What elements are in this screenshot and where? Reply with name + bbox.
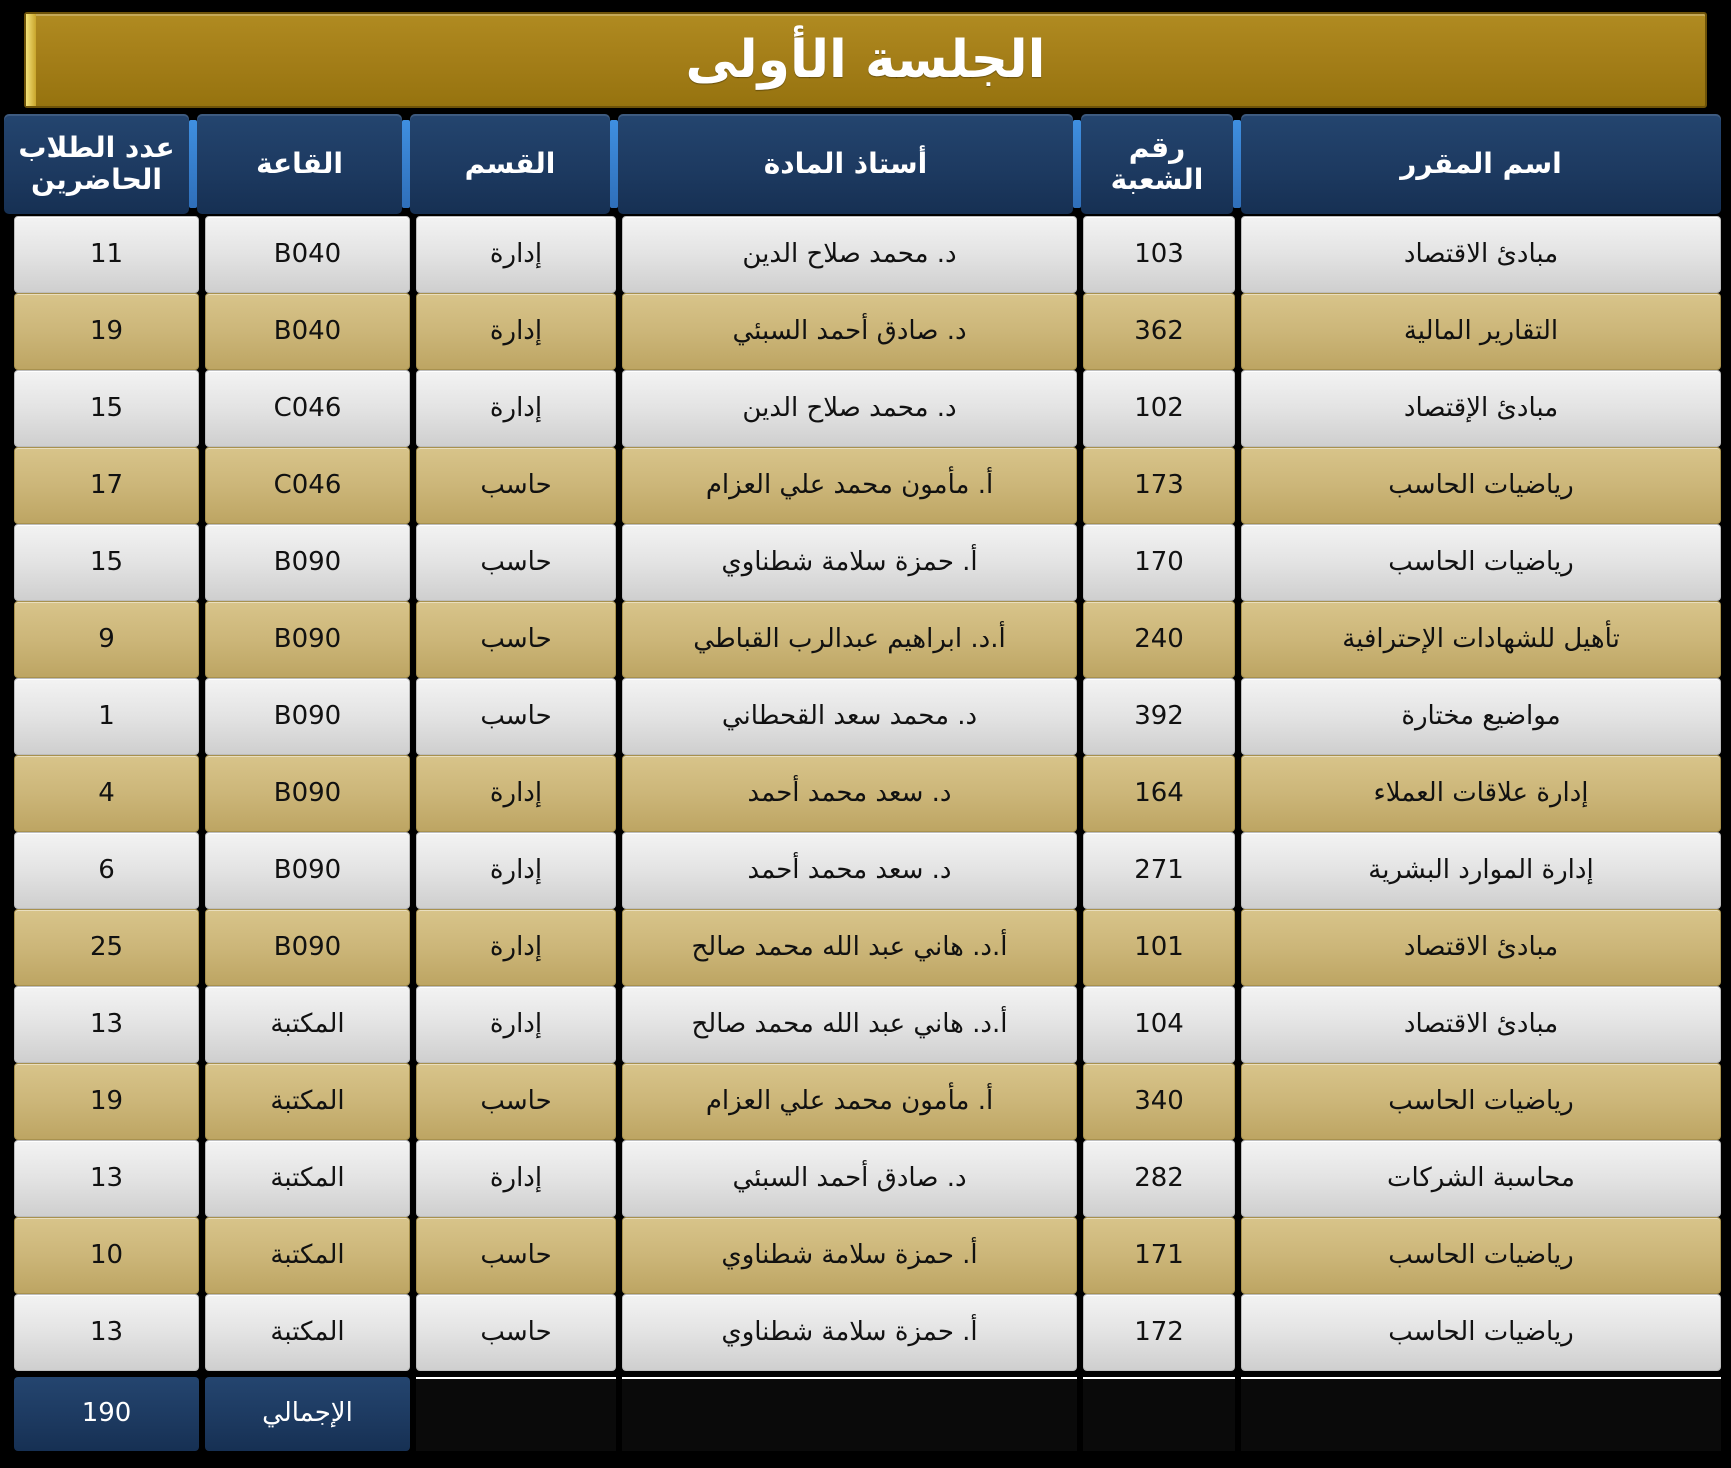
- cell-section: 271: [1083, 832, 1235, 909]
- cell-dept: حاسب: [416, 524, 616, 601]
- table-row: [10, 755, 1721, 832]
- cell-dept: إدارة: [416, 293, 616, 370]
- cell-teacher: د. سعد محمد أحمد: [622, 755, 1077, 832]
- cell-hall: المكتبة: [205, 1217, 410, 1294]
- total-value: 190: [14, 1377, 199, 1451]
- cell-dept: إدارة: [416, 909, 616, 986]
- cell-course: مبادئ الاقتصاد: [1241, 909, 1721, 986]
- table-row: [10, 909, 1721, 986]
- cell-count: 15: [14, 370, 199, 447]
- cell-teacher: أ. حمزة سلامة شطناوي: [622, 524, 1077, 601]
- cell-dept: حاسب: [416, 1063, 616, 1140]
- cell-count: 17: [14, 447, 199, 524]
- cell-dept: إدارة: [416, 370, 616, 447]
- table-body: [10, 216, 1721, 1371]
- column-header-teacher: أستاذ المادة: [618, 114, 1073, 214]
- cell-dept: حاسب: [416, 447, 616, 524]
- cell-dept: إدارة: [416, 832, 616, 909]
- table-row: [10, 370, 1721, 447]
- table-row: [10, 524, 1721, 601]
- cell-course: تأهيل للشهادات الإحترافية: [1241, 601, 1721, 678]
- cell-teacher: أ.د. هاني عبد الله محمد صالح: [622, 909, 1077, 986]
- cell-course: إدارة الموارد البشرية: [1241, 832, 1721, 909]
- table-row: [10, 1294, 1721, 1371]
- cell-course: محاسبة الشركات: [1241, 1140, 1721, 1217]
- cell-dept: إدارة: [416, 755, 616, 832]
- cell-hall: B090: [205, 678, 410, 755]
- cell-teacher: د. صادق أحمد السبئي: [622, 293, 1077, 370]
- cell-count: 13: [14, 986, 199, 1063]
- cell-hall: B090: [205, 909, 410, 986]
- cell-section: 171: [1083, 1217, 1235, 1294]
- cell-course: مبادئ الاقتصاد: [1241, 216, 1721, 293]
- cell-teacher: د. محمد سعد القحطاني: [622, 678, 1077, 755]
- total-spacer-teacher: [622, 1377, 1077, 1451]
- column-header-section: رقم الشعبة: [1081, 114, 1233, 214]
- cell-count: 13: [14, 1294, 199, 1371]
- cell-teacher: د. محمد صلاح الدين: [622, 216, 1077, 293]
- cell-dept: حاسب: [416, 1217, 616, 1294]
- cell-section: 172: [1083, 1294, 1235, 1371]
- total-spacer-section: [1083, 1377, 1235, 1451]
- cell-course: رياضيات الحاسب: [1241, 1063, 1721, 1140]
- cell-dept: حاسب: [416, 678, 616, 755]
- cell-teacher: أ.د. ابراهيم عبدالرب القباطي: [622, 601, 1077, 678]
- table-row: [10, 447, 1721, 524]
- cell-course: رياضيات الحاسب: [1241, 1294, 1721, 1371]
- cell-section: 164: [1083, 755, 1235, 832]
- cell-hall: B090: [205, 755, 410, 832]
- cell-count: 1: [14, 678, 199, 755]
- cell-course: رياضيات الحاسب: [1241, 1217, 1721, 1294]
- cell-count: 4: [14, 755, 199, 832]
- cell-teacher: د. سعد محمد أحمد: [622, 832, 1077, 909]
- cell-teacher: أ. حمزة سلامة شطناوي: [622, 1294, 1077, 1371]
- total-label: الإجمالي: [205, 1377, 410, 1451]
- cell-teacher: أ. مأمون محمد علي العزام: [622, 1063, 1077, 1140]
- cell-count: 19: [14, 293, 199, 370]
- cell-teacher: أ. مأمون محمد علي العزام: [622, 447, 1077, 524]
- cell-section: 340: [1083, 1063, 1235, 1140]
- cell-teacher: أ.د. هاني عبد الله محمد صالح: [622, 986, 1077, 1063]
- cell-section: 103: [1083, 216, 1235, 293]
- column-header-count: عدد الطلاب الحاضرين: [4, 114, 189, 214]
- cell-teacher: أ. حمزة سلامة شطناوي: [622, 1217, 1077, 1294]
- cell-dept: إدارة: [416, 1140, 616, 1217]
- cell-teacher: د. صادق أحمد السبئي: [622, 1140, 1077, 1217]
- table-row: [10, 832, 1721, 909]
- cell-count: 9: [14, 601, 199, 678]
- page-title: الجلسة الأولى: [685, 30, 1046, 90]
- column-header-course: اسم المقرر: [1241, 114, 1721, 214]
- cell-section: 173: [1083, 447, 1235, 524]
- cell-hall: المكتبة: [205, 986, 410, 1063]
- cell-hall: B040: [205, 216, 410, 293]
- cell-dept: حاسب: [416, 601, 616, 678]
- cell-section: 240: [1083, 601, 1235, 678]
- total-spacer-course: [1241, 1377, 1721, 1451]
- cell-teacher: د. محمد صلاح الدين: [622, 370, 1077, 447]
- cell-course: رياضيات الحاسب: [1241, 524, 1721, 601]
- cell-course: مبادئ الاقتصاد: [1241, 986, 1721, 1063]
- table-header-row: [10, 114, 1721, 214]
- table-row: [10, 1063, 1721, 1140]
- table-row: [10, 678, 1721, 755]
- cell-count: 11: [14, 216, 199, 293]
- cell-hall: C046: [205, 447, 410, 524]
- cell-section: 104: [1083, 986, 1235, 1063]
- cell-section: 282: [1083, 1140, 1235, 1217]
- cell-dept: إدارة: [416, 216, 616, 293]
- cell-section: 362: [1083, 293, 1235, 370]
- column-header-dept: القسم: [410, 114, 610, 214]
- cell-count: 19: [14, 1063, 199, 1140]
- cell-hall: المكتبة: [205, 1140, 410, 1217]
- cell-count: 6: [14, 832, 199, 909]
- cell-hall: المكتبة: [205, 1294, 410, 1371]
- cell-section: 101: [1083, 909, 1235, 986]
- cell-course: مواضيع مختارة: [1241, 678, 1721, 755]
- title-accent-bar: [26, 14, 36, 106]
- cell-hall: المكتبة: [205, 1063, 410, 1140]
- cell-course: رياضيات الحاسب: [1241, 447, 1721, 524]
- cell-dept: إدارة: [416, 986, 616, 1063]
- cell-course: التقارير المالية: [1241, 293, 1721, 370]
- column-header-hall: القاعة: [197, 114, 402, 214]
- cell-section: 102: [1083, 370, 1235, 447]
- table-row: [10, 293, 1721, 370]
- schedule-table: [10, 114, 1721, 1451]
- table-row: [10, 1140, 1721, 1217]
- table-row: [10, 1217, 1721, 1294]
- slide-title-bar: [24, 12, 1707, 108]
- cell-hall: B090: [205, 832, 410, 909]
- table-row: [10, 216, 1721, 293]
- cell-count: 10: [14, 1217, 199, 1294]
- table-row: [10, 986, 1721, 1063]
- total-spacer-dept: [416, 1377, 616, 1451]
- cell-hall: B090: [205, 601, 410, 678]
- cell-course: إدارة علاقات العملاء: [1241, 755, 1721, 832]
- cell-section: 392: [1083, 678, 1235, 755]
- cell-count: 15: [14, 524, 199, 601]
- cell-count: 13: [14, 1140, 199, 1217]
- cell-section: 170: [1083, 524, 1235, 601]
- cell-hall: B040: [205, 293, 410, 370]
- cell-dept: حاسب: [416, 1294, 616, 1371]
- cell-course: مبادئ الإقتصاد: [1241, 370, 1721, 447]
- cell-hall: B090: [205, 524, 410, 601]
- table-row: [10, 601, 1721, 678]
- table-total-row: [10, 1377, 1721, 1451]
- cell-hall: C046: [205, 370, 410, 447]
- cell-count: 25: [14, 909, 199, 986]
